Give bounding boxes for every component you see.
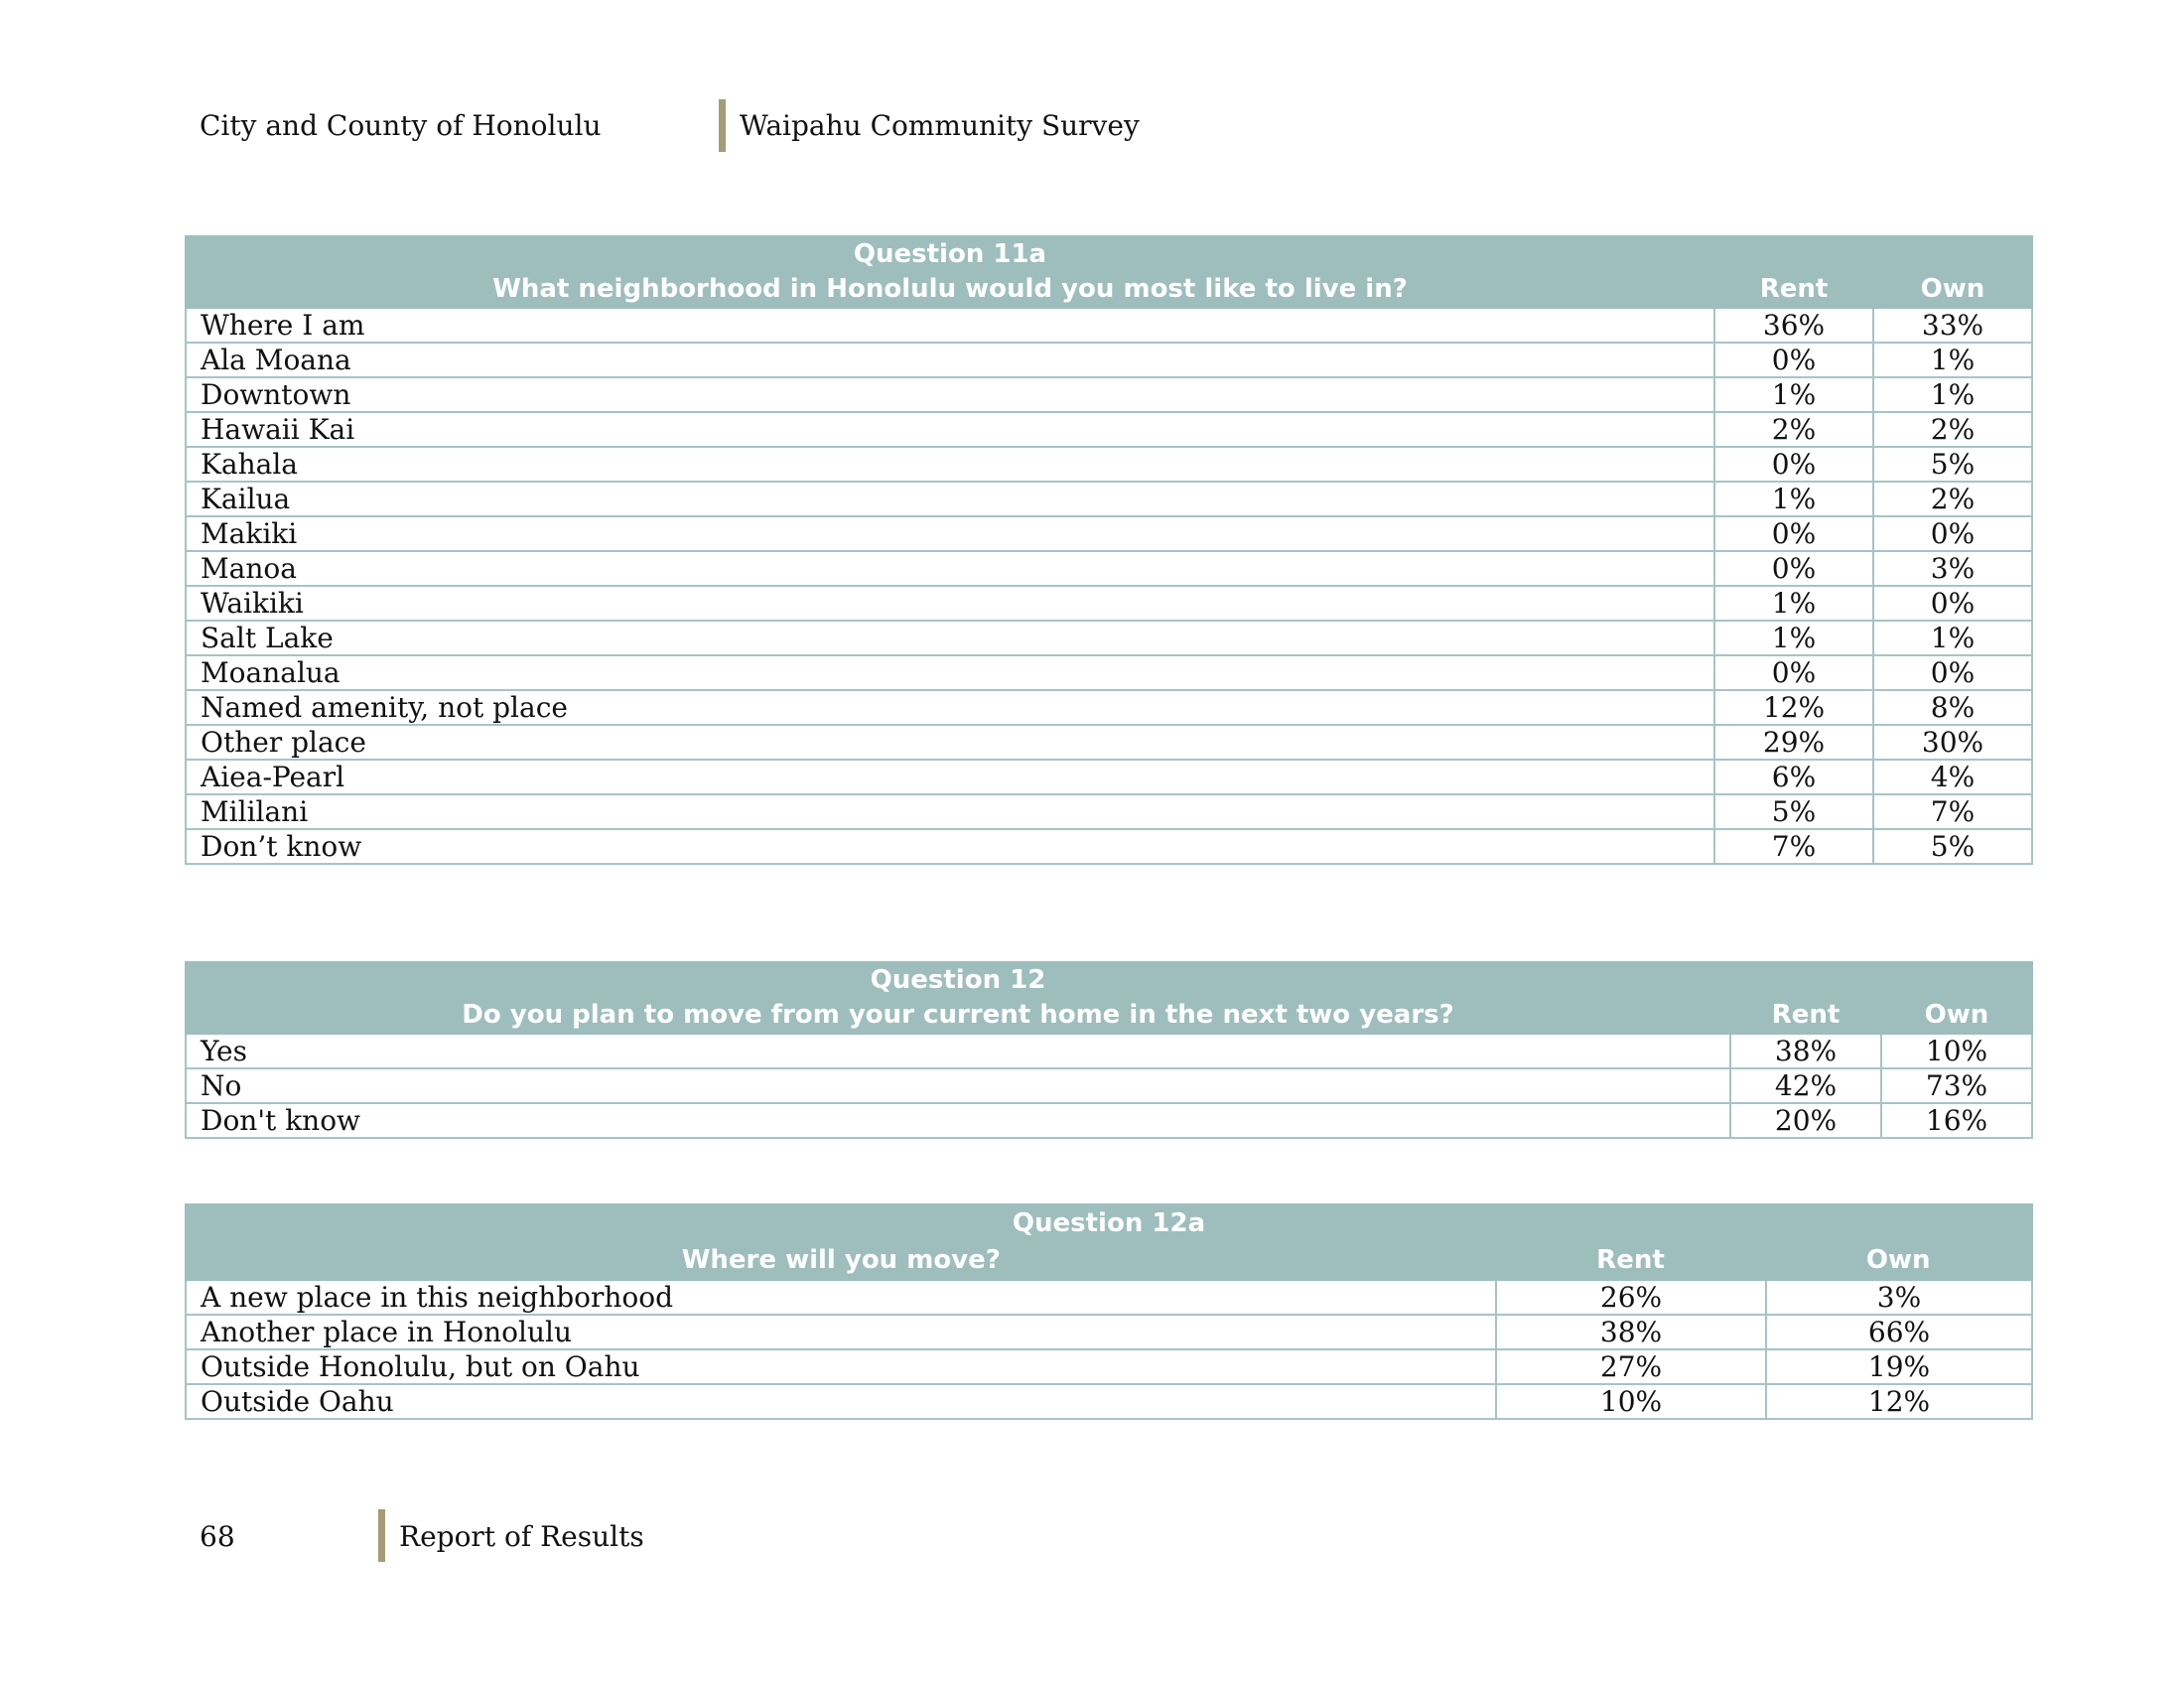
question-header-cell — [186, 236, 1714, 308]
footer-title: Report of Results — [399, 1520, 644, 1553]
own-value: 66% — [1766, 1315, 2032, 1349]
row-label: Ala Moana — [186, 343, 1714, 377]
table-row — [186, 482, 2032, 516]
row-label: Don't know — [186, 1103, 1730, 1138]
own-value: 2% — [1873, 412, 2032, 447]
table-header-row — [186, 236, 2032, 308]
rent-value: 1% — [1714, 621, 1873, 655]
footer-divider — [378, 1509, 385, 1562]
row-label: A new place in this neighborhood — [186, 1280, 1496, 1315]
row-label: No — [186, 1068, 1730, 1103]
row-label: Mililani — [186, 794, 1714, 829]
row-label: Salt Lake — [186, 621, 1714, 655]
table-row — [186, 1068, 2032, 1103]
table-row — [186, 621, 2032, 655]
own-value: 5% — [1873, 829, 2032, 864]
table-row — [186, 377, 2032, 412]
own-value: 0% — [1873, 586, 2032, 621]
column-header-rent: Rent — [1714, 236, 1873, 308]
row-label: Other place — [186, 725, 1714, 760]
rent-value: 0% — [1714, 343, 1873, 377]
table-row — [186, 725, 2032, 760]
rent-value: 29% — [1714, 725, 1873, 760]
rent-value: 1% — [1714, 586, 1873, 621]
table-row — [186, 690, 2032, 725]
own-value: 33% — [1873, 308, 2032, 343]
table-row — [186, 1384, 2032, 1419]
own-value: 3% — [1873, 551, 2032, 586]
table-row — [186, 412, 2032, 447]
own-value: 73% — [1881, 1068, 2032, 1103]
header-divider — [719, 99, 726, 152]
table-row — [186, 829, 2032, 864]
question-12-table — [185, 961, 2033, 1139]
rent-value: 0% — [1714, 551, 1873, 586]
own-value: 30% — [1873, 725, 2032, 760]
own-value: 2% — [1873, 482, 2032, 516]
row-label: Named amenity, not place — [186, 690, 1714, 725]
table-row — [186, 1034, 2032, 1068]
page-number: 68 — [200, 1520, 235, 1553]
row-label: Manoa — [186, 551, 1714, 586]
question-12a-table — [185, 1203, 2033, 1420]
own-value: 8% — [1873, 690, 2032, 725]
own-value: 1% — [1873, 621, 2032, 655]
own-value: 16% — [1881, 1103, 2032, 1138]
rent-value: 10% — [1496, 1384, 1766, 1419]
own-value: 7% — [1873, 794, 2032, 829]
rent-value: 0% — [1714, 655, 1873, 690]
rent-value: 12% — [1714, 690, 1873, 725]
header-organization: City and County of Honolulu — [200, 109, 602, 142]
rent-value: 38% — [1730, 1034, 1881, 1068]
rent-value: 20% — [1730, 1103, 1881, 1138]
row-label: Another place in Honolulu — [186, 1315, 1496, 1349]
question-number: Question 12a — [1012, 1208, 1206, 1238]
column-header-rent: Rent — [1730, 962, 1881, 1034]
own-value: 4% — [1873, 760, 2032, 794]
rent-value: 2% — [1714, 412, 1873, 447]
row-label: Yes — [186, 1034, 1730, 1068]
row-label: Makiki — [186, 516, 1714, 551]
row-label: Outside Honolulu, but on Oahu — [186, 1349, 1496, 1384]
table-row — [186, 1103, 2032, 1138]
row-label: Where I am — [186, 308, 1714, 343]
own-value: 1% — [1873, 377, 2032, 412]
table-row — [186, 516, 2032, 551]
question-text: Where will you move? — [681, 1245, 1001, 1275]
row-label: Don’t know — [186, 829, 1714, 864]
table-row — [186, 655, 2032, 690]
table-row — [186, 760, 2032, 794]
rent-value: 0% — [1714, 447, 1873, 482]
column-header-own: Own — [1881, 962, 2032, 1034]
table-row — [186, 586, 2032, 621]
question-header-cell — [186, 1204, 2032, 1280]
table-row — [186, 447, 2032, 482]
rent-value: 1% — [1714, 482, 1873, 516]
rent-value: 7% — [1714, 829, 1873, 864]
row-label: Moanalua — [186, 655, 1714, 690]
own-value: 5% — [1873, 447, 2032, 482]
question-subheader — [187, 1242, 2031, 1279]
own-value: 1% — [1873, 343, 2032, 377]
question-header-cell — [186, 962, 1730, 1034]
row-label: Waikiki — [186, 586, 1714, 621]
row-label: Hawaii Kai — [186, 412, 1714, 447]
question-text: Do you plan to move from your current home in the next two years? — [462, 1000, 1454, 1030]
row-label: Kahala — [186, 447, 1714, 482]
question-number: Question 12 — [870, 965, 1046, 995]
table-row — [186, 794, 2032, 829]
question-11a-table — [185, 235, 2033, 865]
rent-value: 0% — [1714, 516, 1873, 551]
table-row — [186, 343, 2032, 377]
column-header-own: Own — [1873, 236, 2032, 308]
question-text: What neighborhood in Honolulu would you most like to live in? — [492, 274, 1408, 304]
row-label: Aiea-Pearl — [186, 760, 1714, 794]
table-header-row — [186, 1204, 2032, 1280]
own-value: 19% — [1766, 1349, 2032, 1384]
row-label: Downtown — [186, 377, 1714, 412]
rent-value: 27% — [1496, 1349, 1766, 1384]
rent-value: 5% — [1714, 794, 1873, 829]
column-header-own: Own — [1865, 1245, 1931, 1275]
table-row — [186, 551, 2032, 586]
rent-value: 6% — [1714, 760, 1873, 794]
column-header-rent: Rent — [1596, 1245, 1665, 1275]
table-row — [186, 1280, 2032, 1315]
rent-value: 36% — [1714, 308, 1873, 343]
table-row — [186, 1349, 2032, 1384]
table-row — [186, 308, 2032, 343]
rent-value: 26% — [1496, 1280, 1766, 1315]
header-document-title: Waipahu Community Survey — [740, 109, 1140, 142]
table-row — [186, 1315, 2032, 1349]
table-header-row — [186, 962, 2032, 1034]
question-number: Question 11a — [853, 239, 1047, 269]
rent-value: 42% — [1730, 1068, 1881, 1103]
own-value: 0% — [1873, 516, 2032, 551]
row-label: Kailua — [186, 482, 1714, 516]
own-value: 0% — [1873, 655, 2032, 690]
rent-value: 38% — [1496, 1315, 1766, 1349]
rent-value: 1% — [1714, 377, 1873, 412]
row-label: Outside Oahu — [186, 1384, 1496, 1419]
own-value: 10% — [1881, 1034, 2032, 1068]
own-value: 12% — [1766, 1384, 2032, 1419]
own-value: 3% — [1766, 1280, 2032, 1315]
